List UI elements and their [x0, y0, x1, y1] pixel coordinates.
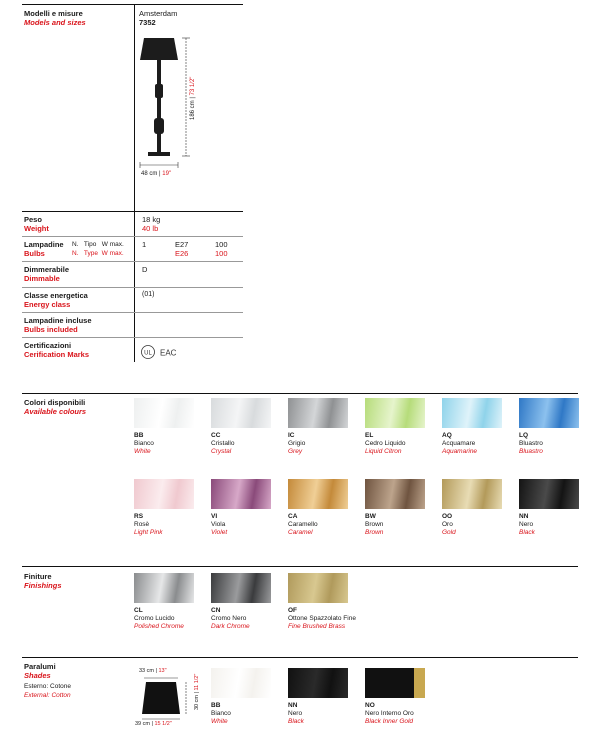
swatch-name-it: Rosè [134, 521, 150, 528]
swatch-name-en: Crystal [211, 448, 232, 455]
swatch-label-ic [288, 432, 360, 456]
shade-material-en: External: Cotton [24, 692, 71, 699]
swatch-code: VI [211, 513, 218, 520]
floor-lamp-drawing [136, 30, 236, 180]
swatch-of [288, 573, 348, 603]
finishings-heading: Finiture Finishings [24, 572, 62, 590]
swatch-bw [365, 479, 425, 509]
dimmable-label: Dimmerabile Dimmable [24, 265, 70, 283]
swatch-name-it: Brown [365, 521, 384, 528]
swatch-code: EL [365, 432, 374, 439]
swatch-name-it: Oro [442, 521, 453, 528]
swatch-name-it: Bianco [134, 440, 154, 447]
lamp-stem [157, 60, 161, 84]
shade-height-dimension: 30 cm | 11 1/2" [194, 673, 200, 710]
swatch-code: NN [519, 513, 529, 520]
swatch-label-no [365, 702, 437, 726]
swatch-name-en: Aquamarine [442, 448, 478, 455]
swatch-label-ca [288, 513, 360, 537]
swatch-cn [211, 573, 271, 603]
included-label: Lampadine incluse Bulbs included [24, 316, 92, 334]
swatch-name-en: Caramel [288, 529, 313, 536]
swatch-code: OF [288, 607, 298, 614]
svg-text:EAC: EAC [160, 348, 177, 358]
shade-shape [142, 682, 180, 714]
swatch-label-bw [365, 513, 437, 537]
swatch-no [365, 668, 425, 698]
swatch-el [365, 398, 425, 428]
swatch-name-it: Viola [211, 521, 226, 528]
swatch-name-it: Bluastro [519, 440, 543, 447]
bulbs-type: E27 E26 [175, 240, 189, 258]
swatch-label-aq [442, 432, 514, 456]
column-divider [134, 4, 135, 362]
swatch-name-en: Bluastro [519, 448, 543, 455]
swatch-lq [519, 398, 579, 428]
swatch-name-it: Caramello [288, 521, 318, 528]
swatch-code: RS [134, 513, 144, 520]
svg-text:UL: UL [144, 350, 152, 357]
swatch-label-lq [519, 432, 591, 456]
swatch-vi [211, 479, 271, 509]
swatch-code: IC [288, 432, 295, 439]
swatch-name-it: Nero [288, 710, 303, 717]
swatch-code: NO [365, 702, 375, 709]
dimmable-value: D [142, 265, 148, 274]
energy-label: Classe energetica Energy class [24, 291, 88, 309]
swatch-label-bb [211, 702, 283, 726]
swatch-aq [442, 398, 502, 428]
swatch-label-el [365, 432, 437, 456]
model-code: 7352 [139, 18, 156, 27]
swatch-label-cn [211, 607, 283, 631]
shade-top-dimension: 33 cm | 13" [139, 668, 167, 674]
swatch-name-it: Cristallo [211, 440, 235, 447]
swatch-nn [519, 479, 579, 509]
swatch-name-en: Brown [365, 529, 384, 536]
swatch-label-oo [442, 513, 514, 537]
swatch-name-en: Black [288, 718, 304, 725]
swatch-bb [211, 668, 271, 698]
shade-bottom-dimension: 39 cm | 15 1/2" [135, 721, 172, 727]
swatch-code: AQ [442, 432, 452, 439]
swatch-bb [134, 398, 194, 428]
lamp-base [148, 152, 170, 156]
colours-heading: Colori disponibili Available colours [24, 398, 87, 416]
swatch-oo [442, 479, 502, 509]
swatch-ca [288, 479, 348, 509]
swatch-label-of [288, 607, 360, 631]
swatch-code: CL [134, 607, 143, 614]
swatch-name-en: Black Inner Gold [365, 718, 414, 725]
model-title [139, 9, 177, 27]
swatch-cl [134, 573, 194, 603]
swatch-code: CN [211, 607, 221, 614]
swatch-code: LQ [519, 432, 529, 439]
certification-marks [140, 344, 184, 360]
swatch-name-en: Gold [442, 529, 456, 536]
swatch-name-it: Cromo Lucido [134, 615, 175, 622]
swatch-name-it: Grigio [288, 440, 306, 447]
swatch-name-en: Fine Brushed Brass [288, 623, 346, 630]
swatch-ic [288, 398, 348, 428]
swatch-code: BB [211, 702, 221, 709]
swatch-label-rs [134, 513, 206, 537]
swatch-label-cl [134, 607, 206, 631]
swatch-name-it: Bianco [211, 710, 231, 717]
lamp-height-dimension: 186 cm | 73 1/2" [190, 76, 196, 120]
swatch-label-nn [519, 513, 591, 537]
models-heading-en: Models and sizes [24, 18, 86, 27]
models-heading [24, 9, 86, 27]
bulbs-watts: 100 100 [215, 240, 228, 258]
swatch-nn [288, 668, 348, 698]
swatch-code: BB [134, 432, 144, 439]
swatch-code: CC [211, 432, 221, 439]
bulbs-count: 1 [142, 240, 147, 249]
eac-mark-icon [160, 349, 177, 358]
model-name: Amsterdam [139, 9, 178, 18]
lamp-width-dimension: 48 cm | 19" [141, 171, 172, 177]
swatch-code: OO [442, 513, 453, 520]
swatch-code: NN [288, 702, 298, 709]
swatch-name-en: Grey [288, 448, 303, 455]
shades-heading: Paralumi Shades Esterno: Cotone External: Cotton [24, 662, 71, 699]
swatch-rs [134, 479, 194, 509]
weight-label: Peso Weight [24, 215, 49, 233]
lamp-joint [155, 84, 163, 98]
bulbs-columns: N. Tipo W max. N. Type W max. [72, 241, 124, 257]
swatch-name-en: White [134, 448, 151, 455]
swatch-name-it: Ottone Spazzolato Fine [288, 615, 356, 622]
weight-value: 18 kg 40 lb [142, 215, 161, 233]
swatch-name-it: Cromo Nero [211, 615, 247, 622]
swatch-name-en: Black [519, 529, 535, 536]
swatch-name-en: White [211, 718, 228, 725]
shades-rule [22, 657, 578, 658]
swatch-name-it: Nero [519, 521, 534, 528]
swatch-name-it: Nero Interno Oro [365, 710, 414, 717]
certs-label: Certificazioni Cerification Marks [24, 341, 90, 359]
swatch-code: CA [288, 513, 298, 520]
swatch-code: BW [365, 513, 376, 520]
shade-material-it: Esterno: Cotone [24, 683, 71, 690]
swatch-name-en: Light Pink [134, 529, 163, 536]
swatch-label-bb [134, 432, 206, 456]
lamp-shade [140, 38, 178, 60]
swatch-label-vi [211, 513, 283, 537]
swatch-name-it: Acquamare [442, 440, 476, 447]
energy-class-value: (01) [142, 291, 155, 298]
swatch-name-it: Cedro Liquido [365, 440, 406, 447]
bulbs-label: Lampadine Bulbs [24, 240, 64, 258]
swatch-name-en: Polished Chrome [134, 623, 184, 630]
models-heading-it: Modelli e misure [24, 9, 83, 18]
swatch-cc [211, 398, 271, 428]
top-rule [22, 4, 243, 5]
swatch-label-cc [211, 432, 283, 456]
swatch-name-en: Dark Chrome [211, 623, 250, 630]
swatch-label-nn [288, 702, 360, 726]
finishings-rule [22, 566, 578, 567]
swatch-name-en: Liquid Citron [365, 448, 402, 455]
colours-rule [22, 393, 578, 394]
ul-mark-icon [142, 346, 155, 359]
swatch-name-en: Violet [211, 529, 228, 536]
